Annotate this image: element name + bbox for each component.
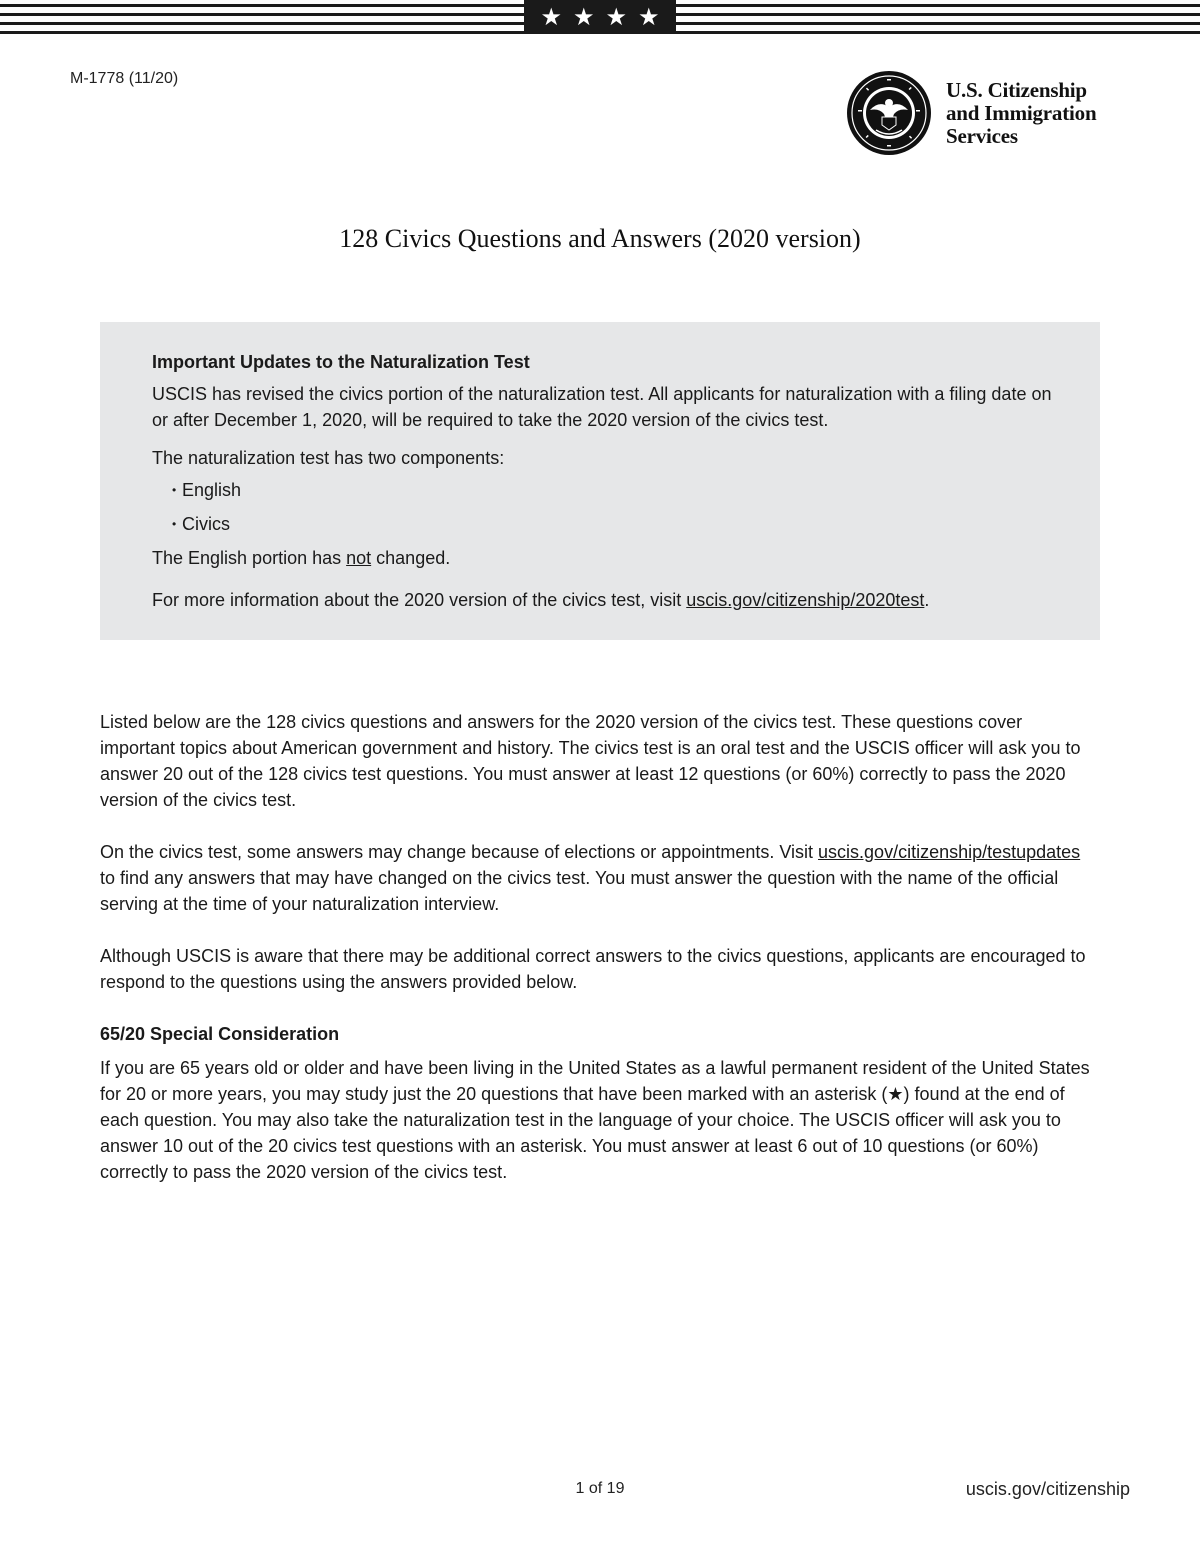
english-note: The English portion has not changed. — [152, 548, 451, 568]
special-paragraph: If you are 65 years old or older and have been living in the United States as a lawful permanent resident of the United States for 20 or more years, you may study just the 20 questions that have been marked with an asterisk (★) found at the end of each question. You may also take the naturalization test in the language of your choice. The USCIS officer will ask you to answer 10 out of the 20 civics test questions with an asterisk. You must answer at least 6 out of 10 questions (or 60%) correctly to pass the 2020 version of the civics test. — [100, 1058, 1090, 1182]
list-item: • Civics — [172, 511, 1062, 537]
agency-line: U.S. Citizenship — [946, 78, 1087, 102]
page-number: 1 of 19 — [575, 1480, 625, 1497]
footer-url: uscis.gov/citizenship — [965, 1479, 1130, 1499]
callout-paragraph: USCIS has revised the civics portion of the naturalization test. All applicants for naturalization with a filing date on or after December 1, 2020, will be required to take the 2020 version of the civics test. — [152, 384, 1052, 430]
bullet-icon: • — [172, 517, 177, 531]
updates-callout — [100, 322, 1100, 640]
star-icon: ★ — [638, 3, 660, 31]
agency-name — [946, 79, 1096, 148]
list-item: • English — [172, 477, 1062, 503]
star-icon: ★ — [572, 3, 595, 31]
dhs-seal-icon — [846, 70, 932, 156]
agency-line: Services — [946, 124, 1018, 148]
callout-heading: Important Updates to the Naturalization Test — [152, 352, 530, 372]
more-info: For more information about the 2020 version of the civics test, visit uscis.gov/citizenship/2020test. — [152, 590, 930, 610]
bullet-icon: • — [172, 483, 177, 497]
intro-paragraph: Listed below are the 128 civics questions and answers for the 2020 version of the civics test. These questions cover important topics about American government and history. The civics test is an oral test and the USCIS officer will ask you to answer 20 out of the 128 civics test questions. You must answer at least 12 questions (or 60%) correctly to pass the 2020 version of the civics test. — [100, 712, 1081, 810]
body-content — [100, 709, 1100, 1211]
special-heading: 65/20 Special Consideration — [100, 1024, 340, 1044]
star-icon: ★ — [887, 1084, 904, 1104]
banner-stars — [524, 0, 676, 34]
components-list — [152, 477, 1062, 537]
updates-paragraph: On the civics test, some answers may change because of elections or appointments. Visit uscis.gov/citizenship/testupdates to find any answers that may have changed on the civics test. You must answer the question with the name of the official serving at the time of your naturalization interview. — [100, 842, 1081, 914]
star-icon: ★ — [605, 3, 628, 31]
document-title: 128 Civics Questions and Answers (2020 version) — [339, 224, 861, 253]
answers-paragraph: Although USCIS is aware that there may be additional correct answers to the civics questions, applicants are encouraged to respond to the questions using the answers provided below. — [100, 946, 1086, 992]
test-updates-link[interactable]: uscis.gov/citizenship/testupdates — [818, 842, 1081, 862]
star-icon: ★ — [540, 3, 562, 31]
components-intro: The naturalization test has two components: — [152, 448, 505, 468]
test-info-link[interactable]: uscis.gov/citizenship/2020test — [686, 590, 925, 610]
agency-line: and Immigration — [946, 101, 1097, 125]
form-number: M-1778 (11/20) — [70, 70, 179, 87]
